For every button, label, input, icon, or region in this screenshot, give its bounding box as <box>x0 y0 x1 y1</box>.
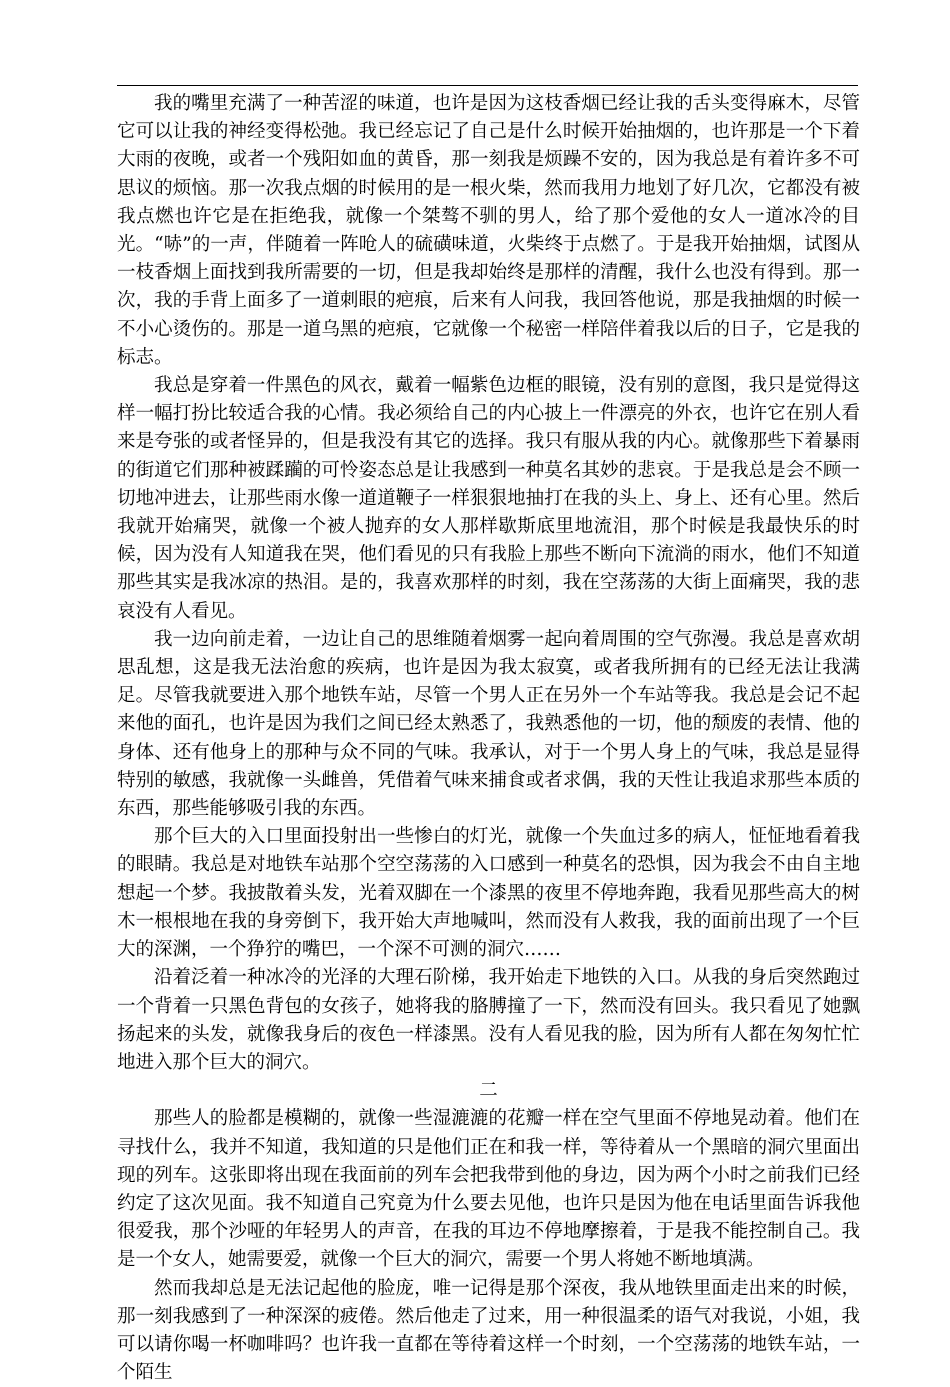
paragraph: 那个巨大的入口里面投射出一些惨白的灯光，就像一个失血过多的病人，怔怔地看着我的眼睛。我总是对地铁车站那个空空荡荡的入口感到一种莫名的恐惧，因为我会不由自主地想起一个梦。我披散着头发，光着双脚在一个漆黑的夜里不停地奔跑，我看见那些高大的树木一根根地在我的身旁倒下，我开始大声地喊叫，然而没有人救我，我的面前出现了一个巨大的深渊，一个狰狞的嘴巴，一个深不可测的洞穴…… <box>117 826 860 961</box>
paragraph: 我的嘴里充满了一种苦涩的味道，也许是因为这枝香烟已经让我的舌头变得麻木，尽管它可以让我的神经变得松弛。我已经忘记了自己是什么时候开始抽烟的，也许那是一个下着大雨的夜晚，或者一个残阳如血的黄昏，那一刻我是烦躁不安的，因为我总是有着许多不可思议的烦恼。那一次我点烟的时候用的是一根火柴，然而我用力地划了好几次，它都没有被我点燃也许它是在拒绝我，就像一个桀骜不驯的男人，给了那个爱他的女人一道冰冷的目光。“哧”的一声，伴随着一阵呛人的硫磺味道，火柴终于点燃了。于是我开始抽烟，试图从一枝香烟上面找到我所需要的一切，但是我却始终是那样的清醒，我什么也没有得到。那一次，我的手背上面多了一道刺眼的疤痕，后来有人问我，我回答他说，那是我抽烟的时候一不小心烫伤的。那是一道乌黑的疤痕，它就像一个秘密一样陪伴着我以后的日子，它是我的标志。 <box>117 93 860 368</box>
paragraph: 那些人的脸都是模糊的，就像一些湿漉漉的花瓣一样在空气里面不停地晃动着。他们在寻找什么，我并不知道，我知道的只是他们正在和我一样，等待着从一个黑暗的洞穴里面出现的列车。这张即将出现在我面前的列车会把我带到他的身边，因为两个小时之前我们已经约定了这次见面。我不知道自己究竟为什么要去见他，也许只是因为他在电话里面告诉我他很爱我，那个沙哑的年轻男人的声音，在我的耳边不停地摩擦着，于是我不能控制自己。我是一个女人，她需要爱，就像一个巨大的洞穴，需要一个男人将她不断地填满。 <box>117 1108 860 1271</box>
paragraph: 我总是穿着一件黑色的风衣，戴着一幅紫色边框的眼镜，没有别的意图，我只是觉得这样一幅打扮比较适合我的心情。我必须给自己的内心披上一件漂亮的外衣，也许它在别人看来是夸张的或者怪异的，但是我没有其它的选择。我只有服从我的内心。就像那些下着暴雨的街道它们那种被蹂躏的可怜姿态总是让我感到一种莫名其妙的悲哀。于是我总是会不顾一切地冲进去，让那些雨水像一道道鞭子一样狠狠地抽打在我的头上、身上、还有心里。然后我就开始痛哭，就像一个被人抛弃的女人那样歇斯底里地流泪，那个时候是我最快乐的时候，因为没有人知道我在哭，他们看见的只有我脸上那些不断向下流淌的雨水，他们不知道那些其实是我冰凉的热泪。是的，我喜欢那样的时刻，我在空荡荡的大街上面痛哭，我的悲哀没有人看见。 <box>117 375 860 622</box>
paragraph: 沿着泛着一种冰冷的光泽的大理石阶梯，我开始走下地铁的入口。从我的身后突然跑过一个背着一只黑色背包的女孩子，她将我的胳膊撞了一下，然而没有回头。我只看见了她飘扬起来的头发，就像我身后的夜色一样漆黑。没有人看见我的脸，因为所有人都在匆匆忙忙地进入那个巨大的洞穴。 <box>117 967 860 1073</box>
paragraph: 然而我却总是无法记起他的脸庞，唯一记得是那个深夜，我从地铁里面走出来的时候，那一刻我感到了一种深深的疲倦。然后他走了过来，用一种很温柔的语气对我说，小姐，我可以请你喝一杯咖啡吗？也许我一直都在等待着这样一个时刻，一个空荡荡的地铁车站，一个陌生 <box>117 1277 860 1384</box>
section-heading: 二 <box>479 1080 498 1102</box>
document-body <box>117 90 860 1387</box>
paragraph: 我一边向前走着，一边让自己的思维随着烟雾一起向着周围的空气弥漫。我总是喜欢胡思乱想，这是我无法治愈的疾病，也许是因为我太寂寞，或者我所拥有的已经无法让我满足。尽管我就要进入那个地铁车站，尽管一个男人正在另外一个车站等我。我总是会记不起来他的面孔，也许是因为我们之间已经太熟悉了，我熟悉他的一切，他的颓废的表情、他的身体、还有他身上的那种与众不同的气味。我承认，对于一个男人身上的气味，我总是显得特别的敏感，我就像一头雌兽，凭借着气味来捕食或者求偶，我的天性让我追求那些本质的东西，那些能够吸引我的东西。 <box>117 628 860 820</box>
header-rule <box>117 85 858 86</box>
